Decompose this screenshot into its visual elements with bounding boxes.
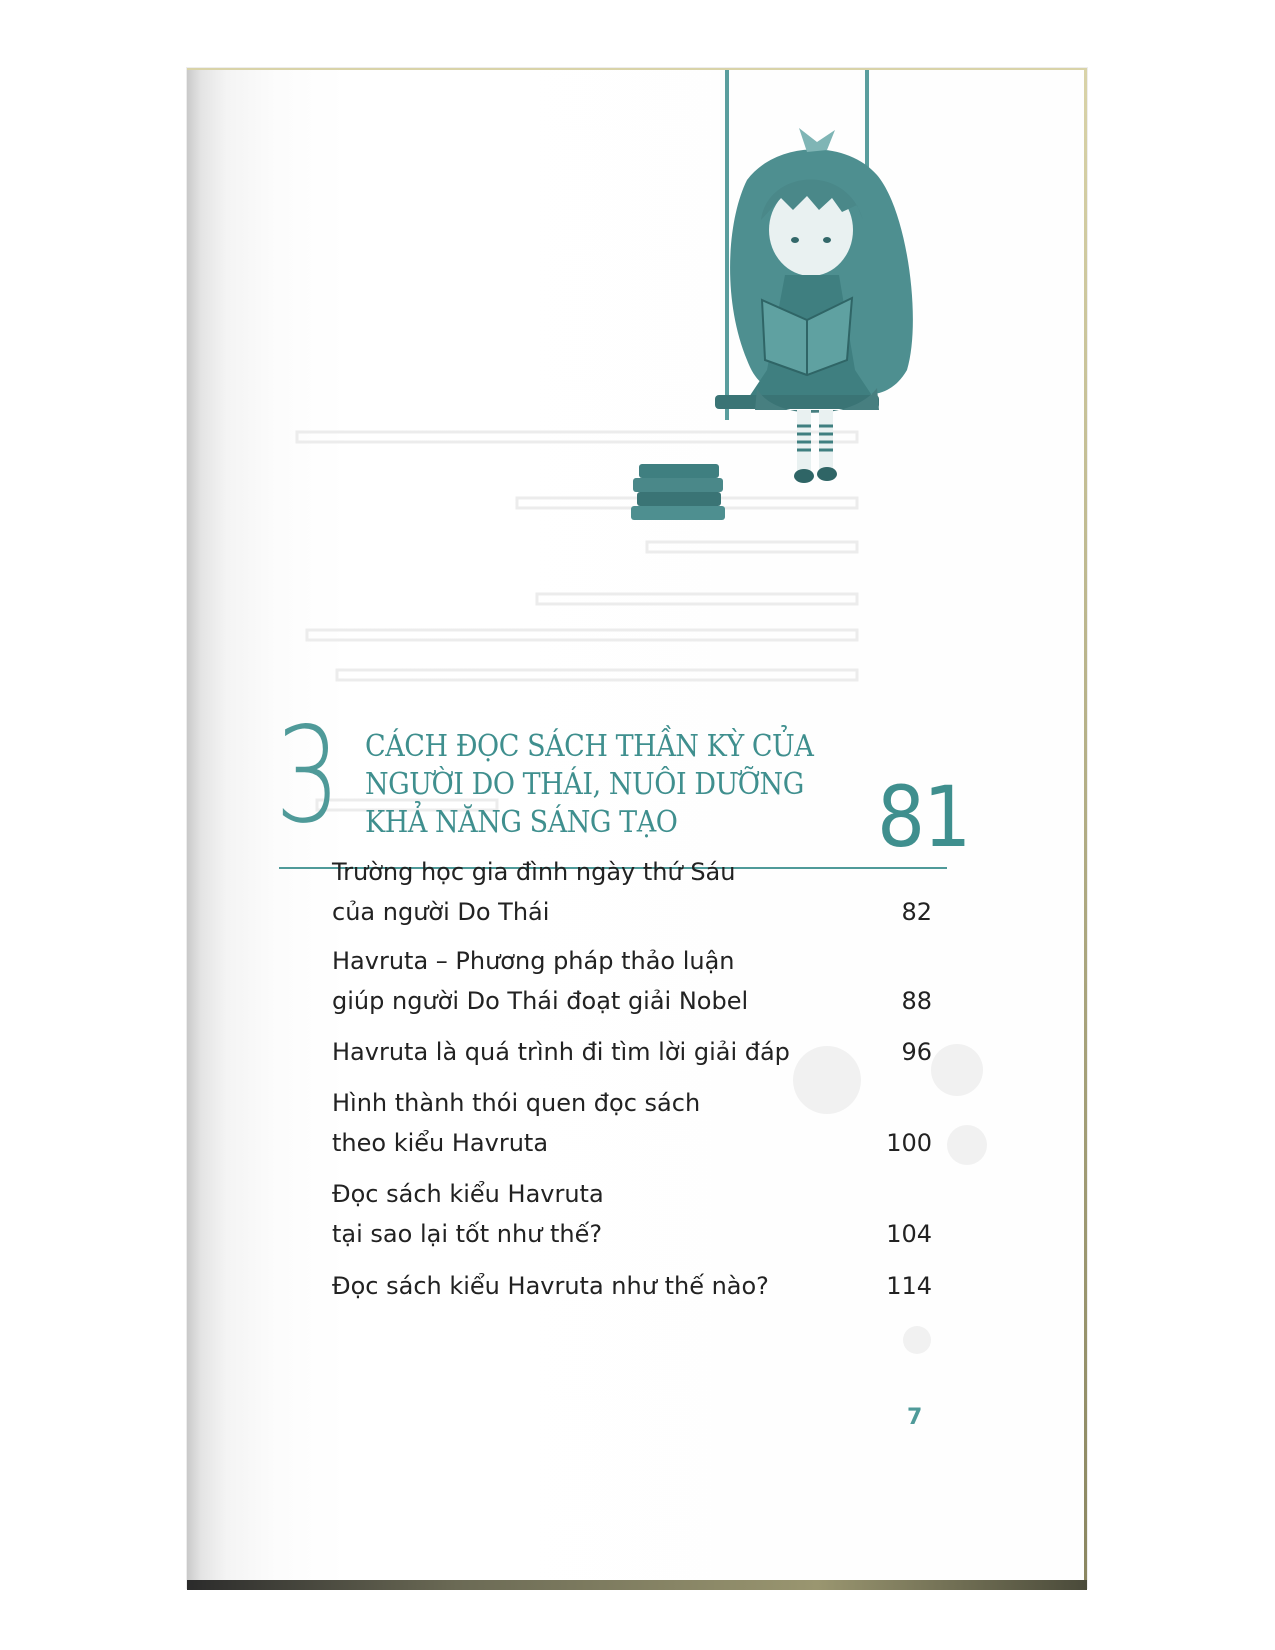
toc-entry-page: 96	[901, 1038, 932, 1066]
chapter-number: 3	[275, 699, 341, 853]
toc-entry-page: 88	[901, 987, 932, 1015]
toc-entry-title: Đọc sách kiểu Havruta tại sao lại tốt như thế?	[332, 1180, 604, 1248]
toc-entry[interactable]	[332, 1083, 932, 1163]
toc-entry[interactable]	[332, 941, 932, 1021]
toc-entry-title: Hình thành thói quen đọc sách theo kiểu Havruta	[332, 1089, 701, 1157]
page-edge-right	[1084, 68, 1087, 1588]
book-page	[187, 68, 1087, 1588]
toc-entry[interactable]	[332, 1266, 932, 1306]
chapter-start-page: 81	[877, 768, 970, 866]
toc-entry-title: Havruta là quá trình đi tìm lời giải đáp	[332, 1038, 790, 1066]
toc-entry-page: 114	[886, 1272, 932, 1300]
toc-entry-title: Đọc sách kiểu Havruta như thế nào?	[332, 1272, 769, 1300]
toc-entry[interactable]	[332, 1032, 932, 1072]
girl-on-swing-illustration	[187, 70, 1087, 670]
chapter-title-line: NGƯỜI DO THÁI, NUÔI DƯỠNG	[365, 767, 804, 802]
toc-entry[interactable]	[332, 1174, 932, 1254]
toc-entry-page: 104	[886, 1220, 932, 1248]
page-edge-bottom	[187, 1580, 1087, 1590]
toc-entry-title: Havruta – Phương pháp thảo luận giúp người Do Thái đoạt giải Nobel	[332, 947, 749, 1015]
page-number: 7	[907, 1405, 923, 1430]
toc-entry-page: 82	[901, 898, 932, 926]
chapter-title	[365, 728, 865, 842]
toc-entry[interactable]	[332, 852, 932, 932]
chapter-title-line: CÁCH ĐỌC SÁCH THẦN KỲ CỦA	[365, 729, 814, 764]
toc-entry-title: Trường học gia đình ngày thứ Sáu của người Do Thái	[332, 858, 736, 926]
toc-entry-page: 100	[886, 1129, 932, 1157]
chapter-title-line: KHẢ NĂNG SÁNG TẠO	[365, 805, 678, 840]
